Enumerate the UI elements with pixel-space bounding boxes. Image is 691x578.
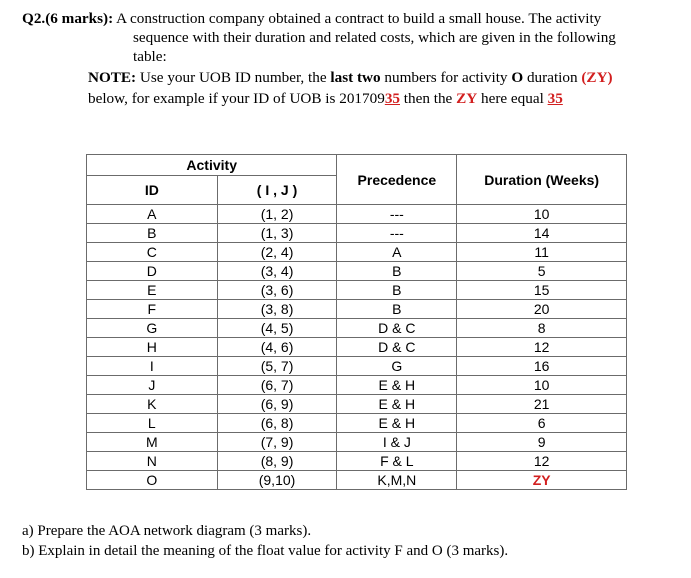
- cell-ij: (6, 7): [217, 376, 337, 395]
- cell-precedence: G: [337, 357, 457, 376]
- note-zy-paren: (ZY): [581, 69, 613, 86]
- table-row: [87, 262, 627, 281]
- note-line-1: [88, 68, 672, 87]
- cell-id: L: [87, 414, 218, 433]
- cell-ij: (2, 4): [217, 243, 337, 262]
- cell-precedence: D & C: [337, 338, 457, 357]
- cell-duration: 6: [457, 414, 627, 433]
- cell-precedence: D & C: [337, 319, 457, 338]
- cell-id: K: [87, 395, 218, 414]
- cell-precedence: ---: [337, 205, 457, 224]
- cell-id: H: [87, 338, 218, 357]
- cell-duration: 16: [457, 357, 627, 376]
- cell-duration: 9: [457, 433, 627, 452]
- activity-table: [86, 154, 627, 490]
- table-row: [87, 471, 627, 490]
- cell-duration: 21: [457, 395, 627, 414]
- table-row: [87, 319, 627, 338]
- question-header: [22, 9, 672, 108]
- cell-duration: 14: [457, 224, 627, 243]
- note-line-2: [88, 89, 672, 108]
- note-text-3: duration: [526, 69, 578, 86]
- question-marks: (6 marks):: [45, 10, 114, 27]
- cell-ij: (1, 2): [217, 205, 337, 224]
- cell-id: I: [87, 357, 218, 376]
- note-line2-b: then the: [403, 90, 453, 107]
- cell-ij: (4, 5): [217, 319, 337, 338]
- cell-precedence: E & H: [337, 376, 457, 395]
- intro-line-2: sequence with their duration and related costs, which are given in the following: [133, 29, 616, 46]
- cell-ij: (6, 8): [217, 414, 337, 433]
- cell-id: J: [87, 376, 218, 395]
- cell-id: G: [87, 319, 218, 338]
- cell-id: F: [87, 300, 218, 319]
- cell-precedence: B: [337, 262, 457, 281]
- cell-ij: (3, 8): [217, 300, 337, 319]
- cell-duration: 11: [457, 243, 627, 262]
- cell-precedence: I & J: [337, 433, 457, 452]
- table-row: [87, 300, 627, 319]
- cell-id: A: [87, 205, 218, 224]
- note-activity: O: [511, 69, 524, 86]
- cell-ij: (3, 6): [217, 281, 337, 300]
- cell-id: D: [87, 262, 218, 281]
- header-activity: Activity: [87, 155, 337, 176]
- cell-id: O: [87, 471, 218, 490]
- intro-line-3: table:: [133, 48, 167, 65]
- tasks: [22, 521, 508, 561]
- cell-precedence: B: [337, 300, 457, 319]
- note-bold: last two: [330, 69, 381, 86]
- cell-precedence: K,M,N: [337, 471, 457, 490]
- cell-precedence: B: [337, 281, 457, 300]
- note-example-digits: 35: [384, 90, 400, 107]
- question-number: Q2.: [22, 10, 46, 27]
- note-text-2: numbers for activity: [384, 69, 508, 86]
- table-row: [87, 395, 627, 414]
- intro-line-1: A construction company obtained a contract to build a small house. The activity: [116, 10, 602, 27]
- note-text-1: Use your UOB ID number, the: [139, 69, 327, 86]
- cell-ij: (4, 6): [217, 338, 337, 357]
- cell-duration: 10: [457, 376, 627, 395]
- table-row: [87, 281, 627, 300]
- table-row: [87, 224, 627, 243]
- task-a: a) Prepare the AOA network diagram (3 marks).: [22, 523, 312, 539]
- question-intro: [22, 9, 672, 28]
- header-ij: ( I , J ): [217, 176, 337, 205]
- cell-duration: 5: [457, 262, 627, 281]
- note-line2-a: below, for example if your ID of UOB is 201709: [88, 90, 385, 107]
- cell-duration: 12: [457, 452, 627, 471]
- cell-duration: 10: [457, 205, 627, 224]
- cell-precedence: A: [337, 243, 457, 262]
- cell-id: M: [87, 433, 218, 452]
- table-row: [87, 414, 627, 433]
- cell-ij: (1, 3): [217, 224, 337, 243]
- header-precedence: Precedence: [337, 155, 457, 205]
- header-id: ID: [87, 176, 218, 205]
- note-label: NOTE:: [88, 69, 137, 86]
- cell-duration: 12: [457, 338, 627, 357]
- cell-id: E: [87, 281, 218, 300]
- table-row: [87, 243, 627, 262]
- cell-duration: 20: [457, 300, 627, 319]
- cell-id: B: [87, 224, 218, 243]
- cell-precedence: ---: [337, 224, 457, 243]
- cell-ij: (7, 9): [217, 433, 337, 452]
- cell-duration: ZY: [457, 471, 627, 490]
- table-row: [87, 338, 627, 357]
- note-example-value: 35: [547, 90, 563, 107]
- table-row: [87, 357, 627, 376]
- cell-duration: 15: [457, 281, 627, 300]
- cell-id: N: [87, 452, 218, 471]
- cell-ij: (5, 7): [217, 357, 337, 376]
- cell-duration: 8: [457, 319, 627, 338]
- table-row: [87, 433, 627, 452]
- cell-ij: (3, 4): [217, 262, 337, 281]
- header-duration: Duration (Weeks): [457, 155, 627, 205]
- table-row: [87, 376, 627, 395]
- note-zy: ZY: [456, 90, 478, 107]
- table-row: [87, 205, 627, 224]
- cell-precedence: E & H: [337, 395, 457, 414]
- cell-id: C: [87, 243, 218, 262]
- cell-ij: (9,10): [217, 471, 337, 490]
- cell-precedence: F & L: [337, 452, 457, 471]
- note-line2-c: here equal: [481, 90, 544, 107]
- task-b: b) Explain in detail the meaning of the float value for activity F and O (3 marks).: [22, 543, 509, 559]
- cell-precedence: E & H: [337, 414, 457, 433]
- table-row: [87, 452, 627, 471]
- cell-ij: (6, 9): [217, 395, 337, 414]
- cell-ij: (8, 9): [217, 452, 337, 471]
